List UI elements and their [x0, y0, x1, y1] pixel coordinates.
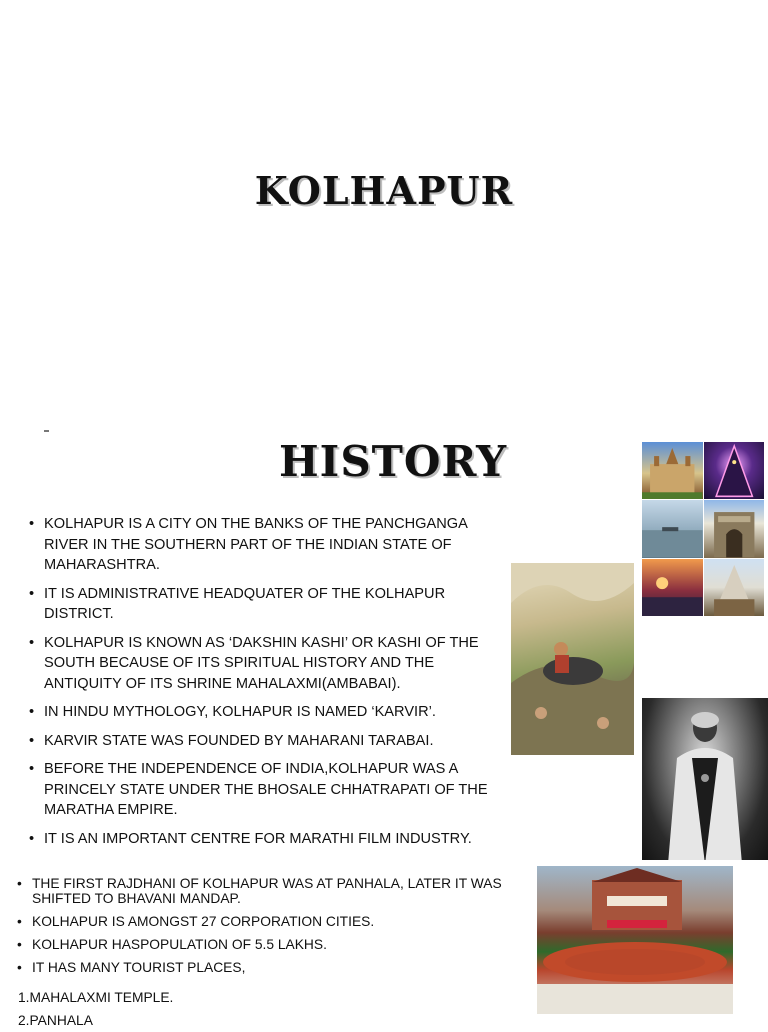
lit-temple-photo [704, 442, 765, 499]
facts-bullet-list [32, 876, 512, 983]
stray-mark [44, 430, 49, 432]
list-item: • KOLHAPUR IS AMONGST 27 CORPORATION CITIES. [32, 914, 512, 929]
tourist-places-list [18, 986, 173, 1032]
list-item: • THE FIRST RAJDHANI OF KOLHAPUR WAS AT PANHALA, LATER IT WAS SHIFTED TO BHAVANI MANDAP. [32, 876, 512, 906]
palace-photo [642, 442, 703, 499]
list-item: • IN HINDU MYTHOLOGY, KOLHAPUR IS NAMED ‘KARVIR’. [44, 702, 514, 723]
list-item: • IT IS ADMINISTRATIVE HEADQUATER OF THE KOLHAPUR DISTRICT. [44, 584, 514, 625]
list-item: • KOLHAPUR IS A CITY ON THE BANKS OF THE PANCHGANGA RIVER IN THE SOUTHERN PART OF THE INDIAN STATE OF MAHARASHTRA. [44, 514, 514, 576]
temple-gate-photo [704, 500, 765, 557]
facts-slide [0, 860, 768, 1028]
slide-title: KOLHAPUR [254, 168, 514, 213]
list-item: • KARVIR STATE WAS FOUNDED BY MAHARANI TARABAI. [44, 731, 514, 752]
history-bullet-list [44, 514, 514, 857]
history-slide [0, 415, 768, 860]
list-item: • IT IS AN IMPORTANT CENTRE FOR MARATHI FILM INDUSTRY. [44, 829, 514, 850]
list-item: 2.PANHALA [18, 1013, 93, 1028]
list-item: • BEFORE THE INDEPENDENCE OF INDIA,KOLHAPUR WAS A PRINCELY STATE UNDER THE BHOSALE CHHATRAPATI OF THE MARATHA EMPIRE. [44, 759, 514, 821]
maharaja-portrait-image [642, 698, 768, 864]
history-heading: HISTORY [279, 437, 508, 486]
lake-photo [642, 500, 703, 557]
battle-painting-image [511, 563, 634, 755]
title-slide [0, 0, 768, 415]
wrestling-stadium-image [537, 866, 733, 1014]
list-item: • KOLHAPUR HASPOPULATION OF 5.5 LAKHS. [32, 937, 512, 952]
landmark-collage-image [642, 442, 764, 616]
list-item: • KOLHAPUR IS KNOWN AS ‘DAKSHIN KASHI’ OR KASHI OF THE SOUTH BECAUSE OF ITS SPIRITUAL HISTORY AND THE ANTIQUITY OF ITS SHRINE MAHALAXMI(AMBABAI). [44, 633, 514, 695]
shrine-photo [704, 559, 765, 616]
sunset-photo [642, 559, 703, 616]
list-item: 1.MAHALAXMI TEMPLE. [18, 990, 174, 1005]
list-item: • IT HAS MANY TOURIST PLACES, [32, 960, 512, 975]
